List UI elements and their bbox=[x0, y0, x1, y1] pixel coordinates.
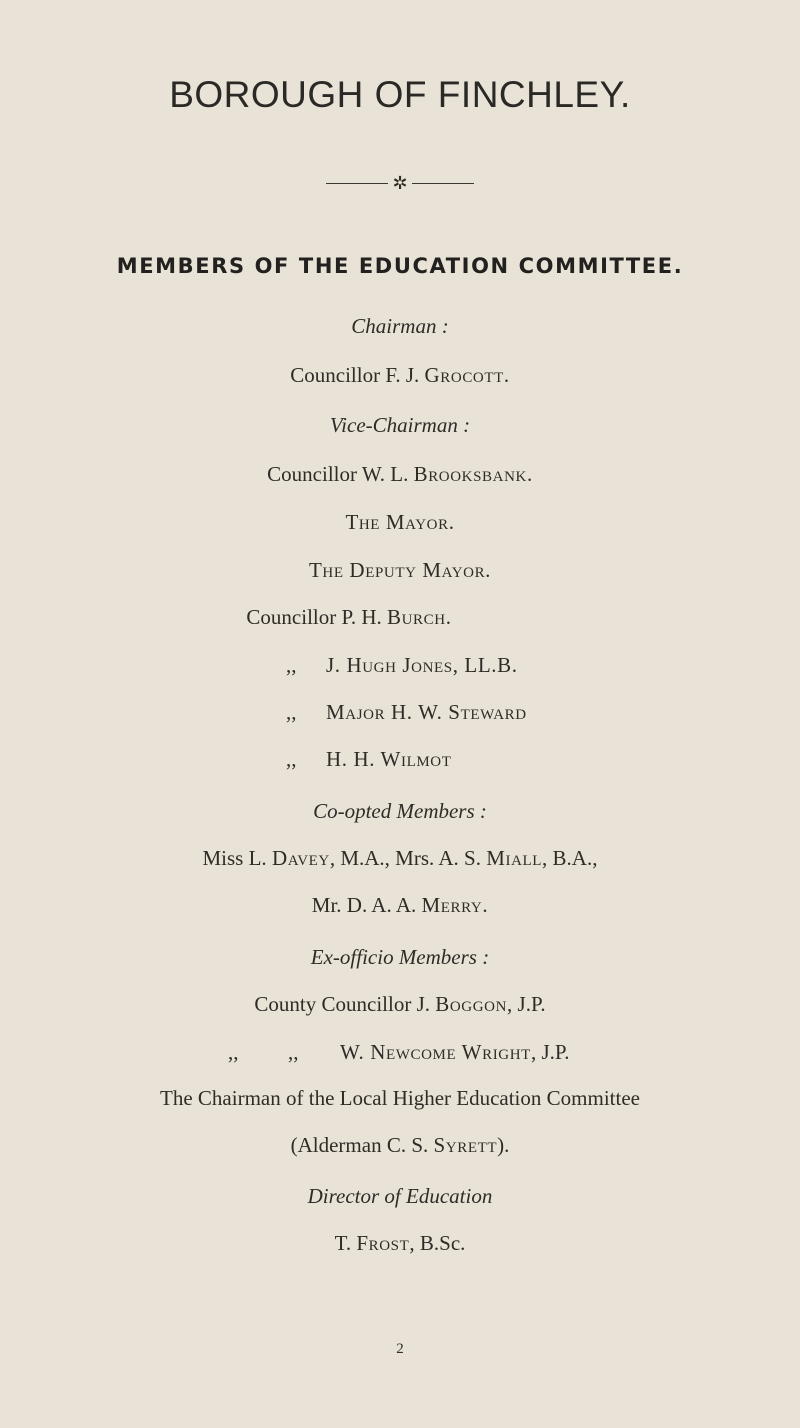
member-ditto-row bbox=[286, 653, 518, 678]
title-ornament bbox=[0, 174, 800, 194]
ornament-rule-right bbox=[412, 183, 474, 184]
ex-officio-label: Ex-officio Members : bbox=[310, 945, 490, 969]
ex-officio-line-3: The Chairman of the Local Higher Education Committee bbox=[160, 1086, 640, 1110]
co-opted-line-2: Mr. D. A. A. Merry. bbox=[311, 893, 489, 917]
member-name: J. Hugh Jones, LL.B. bbox=[326, 653, 518, 677]
co-opted-label: Co-opted Members : bbox=[313, 799, 487, 823]
chairman-name: Councillor F. J. Grocott. bbox=[290, 363, 510, 387]
member-name: H. H. Wilmot bbox=[326, 747, 452, 771]
director-label: Director of Education bbox=[307, 1184, 493, 1208]
ex-officio-line-1: County Councillor J. Boggon, J.P. bbox=[254, 992, 546, 1016]
asterism-icon: ✲ bbox=[392, 173, 408, 194]
member-name: Major H. W. Steward bbox=[326, 700, 527, 724]
ditto-mark: ,, bbox=[228, 1040, 239, 1064]
co-opted-line-1: Miss L. Davey, M.A., Mrs. A. S. Miall, B.A., bbox=[202, 846, 598, 870]
vice-chairman-label: Vice-Chairman : bbox=[329, 413, 471, 437]
ditto-mark: ,, bbox=[286, 700, 297, 724]
ditto-mark: ,, bbox=[286, 653, 297, 677]
ditto-mark: ,, bbox=[286, 747, 297, 771]
member-ditto-row bbox=[286, 747, 451, 772]
member-councillor-burch: Councillor P. H. Burch. bbox=[246, 605, 452, 629]
ex-officio-line-2: ,, ,, W. Newcome Wright, J.P. bbox=[228, 1040, 570, 1064]
vice-chairman-name: Councillor W. L. Brooksbank. bbox=[267, 462, 533, 486]
ornament-rule-left bbox=[326, 183, 388, 184]
member-deputy-mayor: The Deputy Mayor. bbox=[308, 558, 492, 582]
director-name: T. Frost, B.Sc. bbox=[334, 1231, 466, 1255]
ex-officio-line-4: (Alderman C. S. Syrett). bbox=[290, 1133, 510, 1157]
chairman-label: Chairman : bbox=[351, 314, 449, 338]
member-mayor: The Mayor. bbox=[345, 510, 455, 534]
page-number: 2 bbox=[396, 1341, 404, 1357]
section-heading: MEMBERS OF THE EDUCATION COMMITTEE. bbox=[116, 254, 684, 278]
ditto-mark: ,, bbox=[288, 1040, 299, 1064]
member-ditto-row bbox=[286, 700, 527, 725]
page-title: BOROUGH OF FINCHLEY. bbox=[169, 74, 631, 115]
